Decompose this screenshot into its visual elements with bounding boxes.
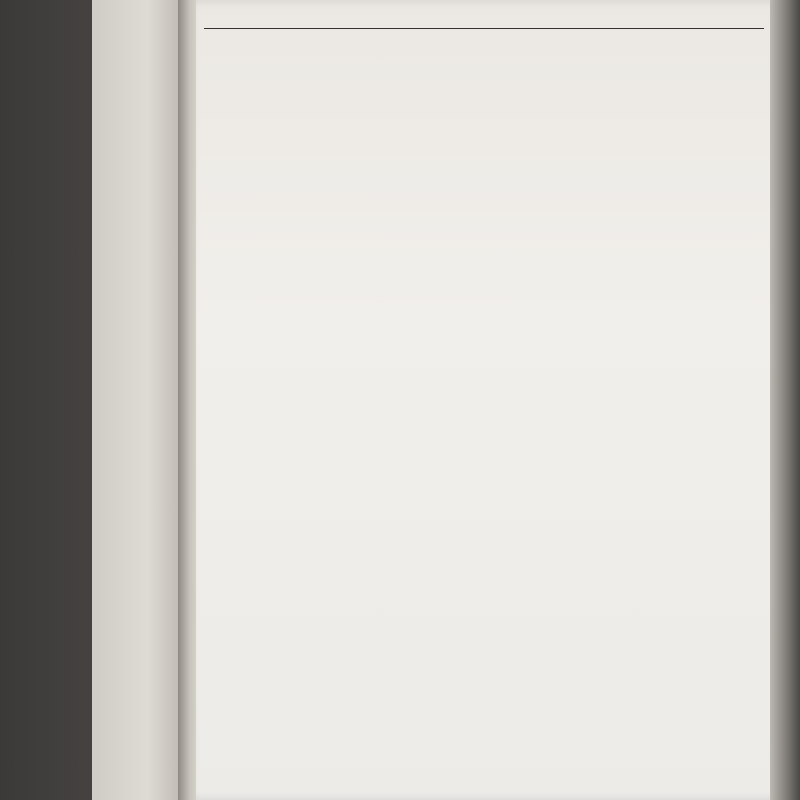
left-facing-page bbox=[92, 0, 184, 800]
running-head-rule bbox=[204, 28, 764, 29]
book-edge-shadow bbox=[770, 0, 800, 800]
book-page bbox=[196, 0, 786, 800]
running-head bbox=[204, 4, 764, 30]
